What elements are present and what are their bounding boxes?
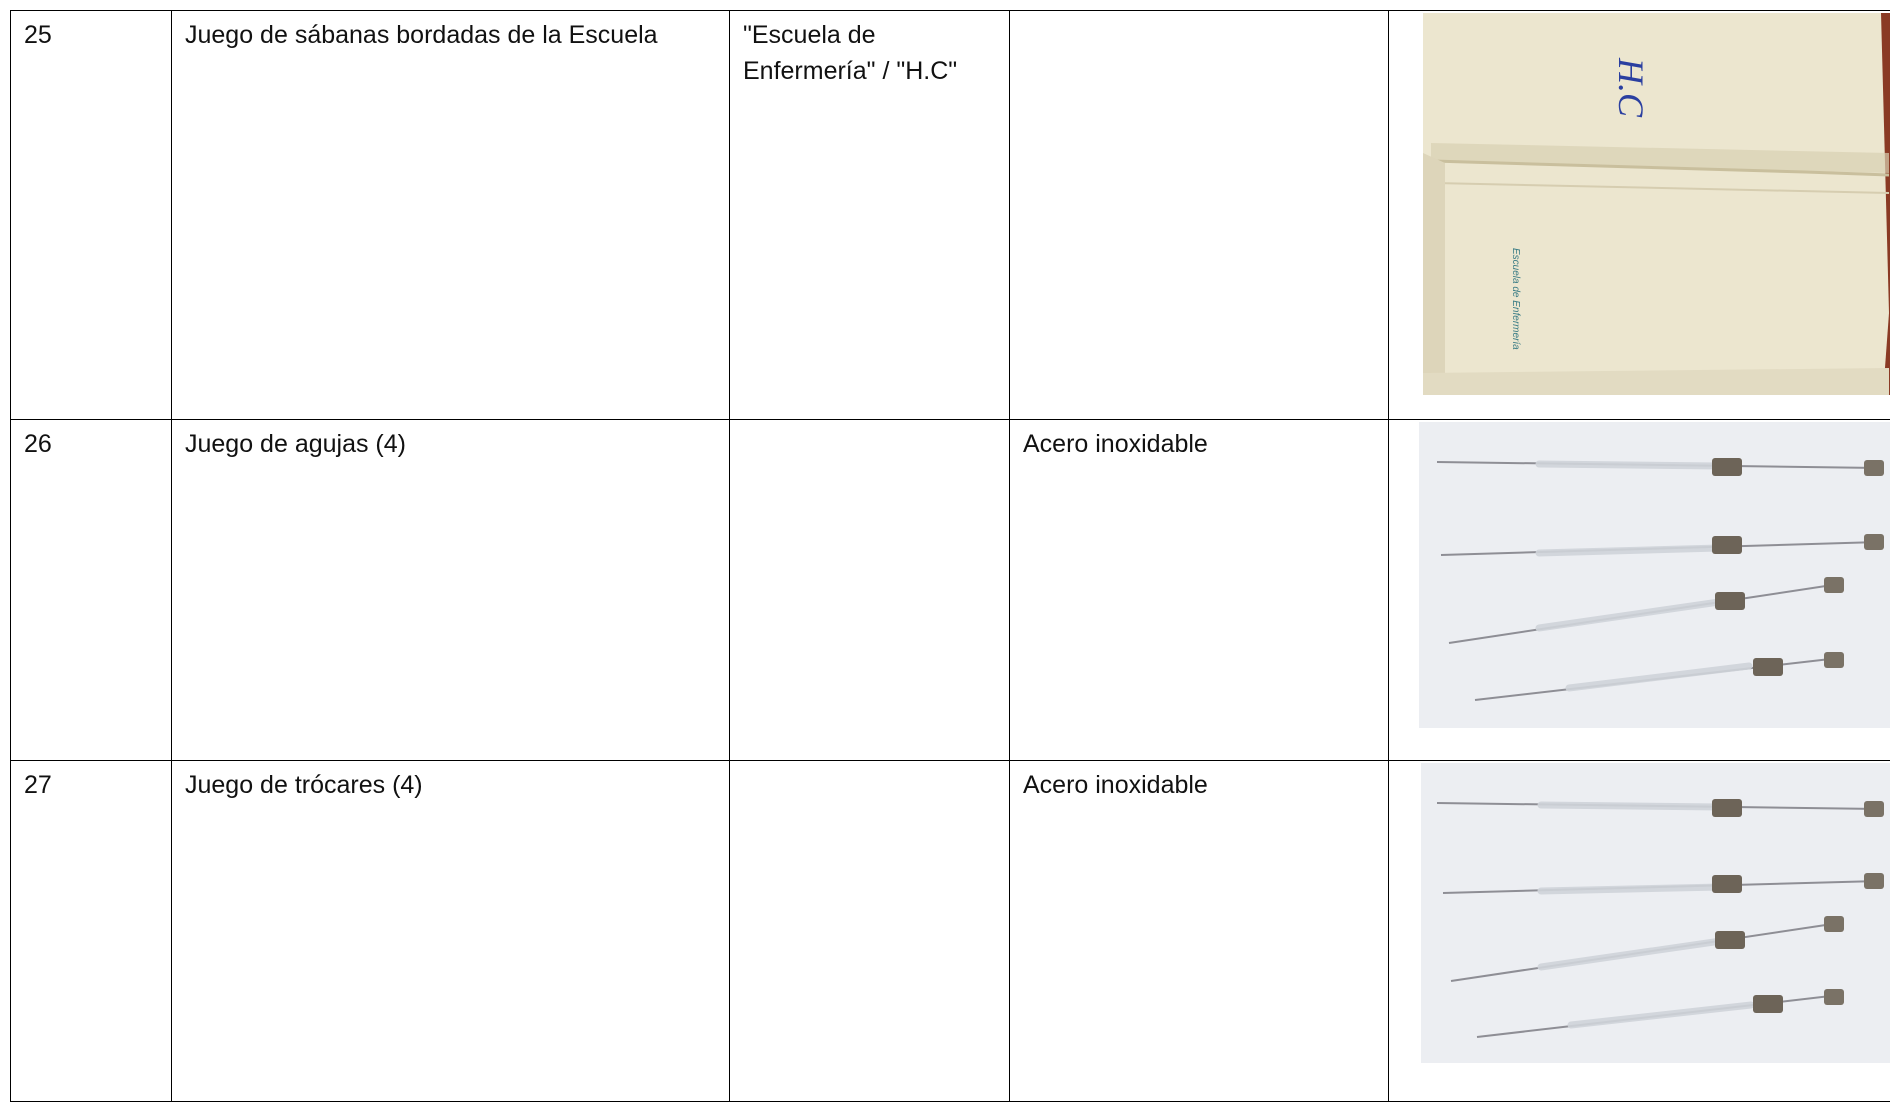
item-name: Juego de agujas (4) <box>172 420 730 761</box>
item-name: Juego de trócares (4) <box>172 761 730 1102</box>
item-inscription <box>730 761 1010 1102</box>
item-material: Acero inoxidable <box>1010 761 1389 1102</box>
inventory-table <box>10 10 1890 1102</box>
table-row <box>11 761 1890 1102</box>
sheet-monogram: H.C <box>1611 57 1651 118</box>
item-name: Juego de sábanas bordadas de la Escuela <box>172 11 730 420</box>
item-photo-cell <box>1389 11 1890 420</box>
table-row <box>11 420 1890 761</box>
needles-photo <box>1419 422 1890 728</box>
trocars-photo <box>1421 763 1890 1063</box>
inscription-line: Enfermería" / "H.C" <box>743 53 996 89</box>
item-material: Acero inoxidable <box>1010 420 1389 761</box>
item-photo-cell <box>1389 761 1890 1102</box>
item-inscription <box>730 11 1010 420</box>
sheet-embroidery: Escuela de Enfermería <box>1510 248 1521 350</box>
item-photo-cell <box>1389 420 1890 761</box>
item-material <box>1010 11 1389 420</box>
item-inscription <box>730 420 1010 761</box>
embroidered-sheets-photo <box>1423 13 1890 395</box>
table-row <box>11 11 1890 420</box>
inscription-line: "Escuela de <box>743 17 996 53</box>
item-number: 27 <box>11 761 172 1102</box>
item-number: 25 <box>11 11 172 420</box>
item-number: 26 <box>11 420 172 761</box>
